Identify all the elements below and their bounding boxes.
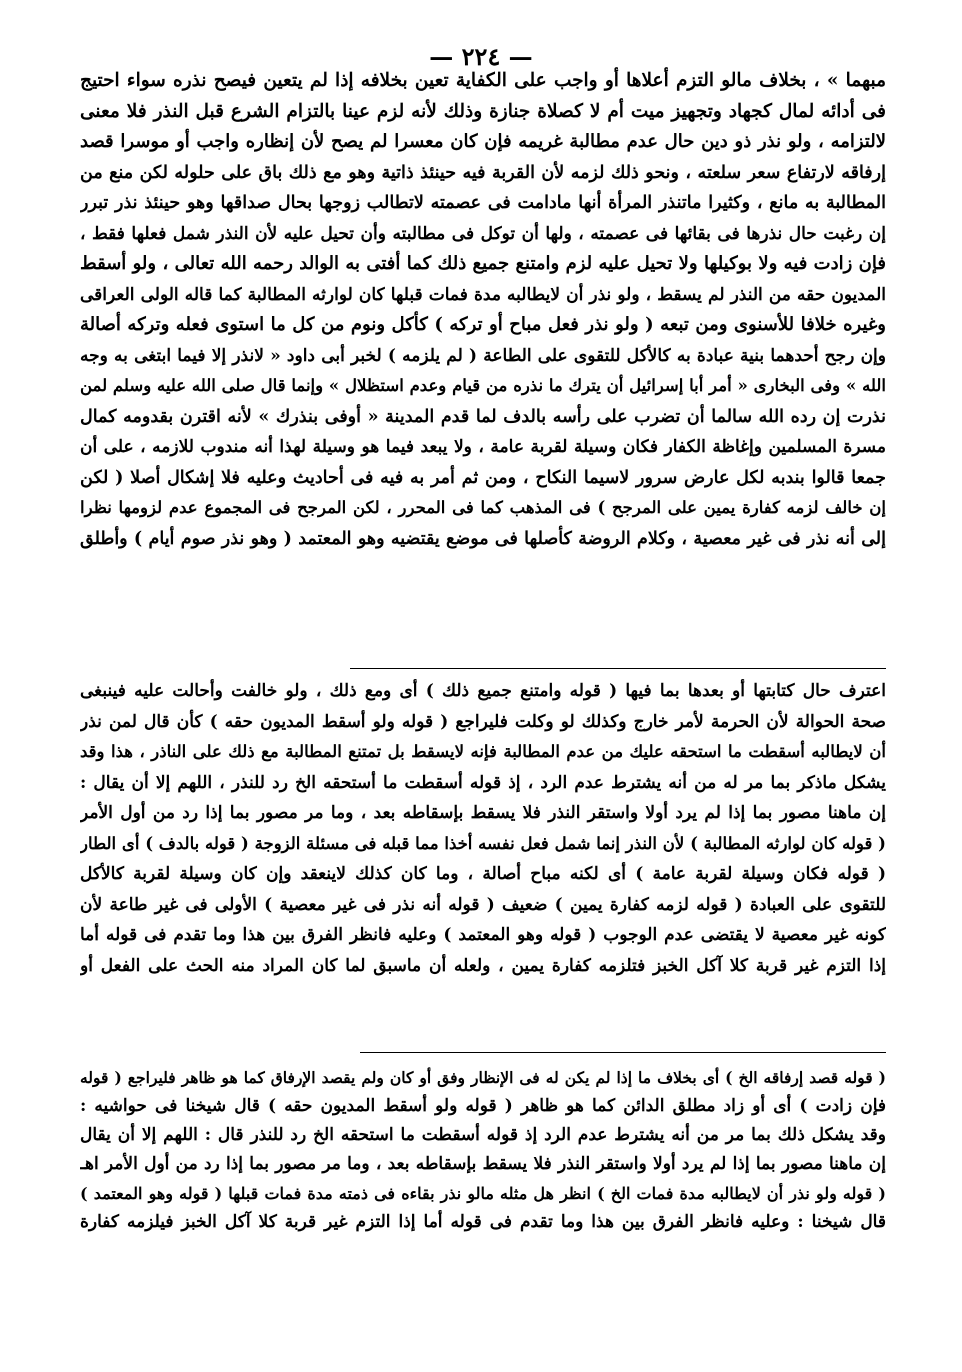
section-divider [360, 1052, 886, 1053]
main-text-line: مسرة المسلمين وإغاظة الكفار فكان وسيلة لقربة عامة ، ولا يبعد فيما هو وسيلة لهذا أنه مندوب للازمه ، على أن [80, 437, 886, 457]
gloss-2-line: وقد يشكل ذلك بما مر من أنه يشترط عدم الرد إذ قوله أسقطت ما استحقه الخ رد للنذر قال : اللهم إلا أن يقال [80, 1125, 886, 1145]
gloss-1-line: يشكل ماذكر بما مر له من أنه يشترط عدم الرد ، إذ قوله أسقطت ما أستحقه الخ رد للنذر ، اللهم إلا أن يقال : [80, 772, 886, 793]
gloss-1-line: ( قوله فكان وسيلة لقربة عامة ) أى لكنه مباح أصالة ، وما كان كذلك لاينعقد وإن كان وسيلة لقربة كالأكل [80, 864, 886, 884]
main-text-line: جمعا قالوا بندبه لكل عارض سرور لاسيما النكاح ، ومن ثم أمر به فيه فى أحاديث وعليه فلا إشكال أصلا ( لكن [80, 467, 886, 488]
main-text-line: لالتزامه ، ولو نذر ذو دين حال عدم مطالبة غريمه فإن كان معسرا لم يصح لأن إنظاره واجب أو موسرا قصد [80, 131, 886, 152]
main-text-line: نذرت إن رده الله سالما أن تضرب على رأسه بالدف لما قدم المدينة « أوفى بنذرك » لأنه اقترن بقدومه كمال [80, 406, 886, 427]
main-text-line: إلى أنه نذر فى غير معصية ، وكلام الروضة كأصلها فى موضع يقتضيه وهو المعتمد ( وهو نذر صوم أيام ) وأطلق [80, 528, 886, 549]
gloss-1-line: للتقوى على العبادة ( قوله لزمه كفارة يمين ) ضعيف ( قوله أنه نذر فى غير معصية ) الأولى فى غير طاعة لأن [80, 894, 886, 915]
main-text-line: مبهما » ، بخلاف مالو التزم أعلاها أو واجب على الكفاية تعين بخلافه إذا لم يتعين فيصح نذره سواء احتيج [80, 70, 886, 91]
gloss-1-line: أن لايطالبه أسقطت ما استحقه عليك من عدم المطالبة فإنه لايسقط بل تمتنع المطالبة مع ذلك على الناذر ، هذا وقد [80, 742, 886, 761]
main-text-line: المطالبة به مانع ، وكثيرا ماتنذر المرأة أنها مادامت فى عصمته لاتطالب زوجها بحال صداقها وهو حينئذ نذر تبرر [80, 193, 886, 213]
gloss-block-1 [80, 676, 886, 981]
main-text-block [80, 66, 886, 554]
gloss-2-line: قال شيخنا : وعليه فانظر الفرق بين هذا وما تقدم فى قوله أما إذا التزم غير قربة كلا آكل الخبز فيلزمه كفارة [80, 1212, 886, 1232]
main-text-line: وإن رجح أحدهما بنية عبادة به كالأكل للتقوى على الطاعة ( لم يلزمه ) لخبر أبى داود « لانذر إلا فيما ابتغى به وجه [80, 345, 886, 366]
main-text-line: الله » وفى البخارى « أمر أبا إسرائيل أن يترك ما نذره من قيام وعدم استظلال » وإنما قال صلى الله عليه وسلم لمن [80, 376, 886, 395]
main-text-line: إن خالف لزمه كفارة يمين على المرجح ) فى المذهب كما فى المحرر ، لكن المرجح فى المجموع عدم لزومها نظرا [80, 498, 886, 517]
gloss-1-line: كونه غير معصية لا يقتضى عدم الوجوب ( قوله وهو المعتمد ) وعليه فانظر الفرق بين هذا وما تقدم فى قوله أما [80, 925, 886, 945]
gloss-2-line: ( قوله قصد إرفاقه الخ ) أى بخلاف ما إذا لم يكن له فى الإنظار وفق أو كان ولم يقصد الإرفاق كما هو ظاهر فليراجع ( قوله [80, 1068, 886, 1087]
main-text-line: فى أدائه لمال كجهاد وتجهيز ميت أم لا كصلاة جنازة وذلك لأنه لزم عينا بالتزام الشرع قبل النذر فلا معنى [80, 100, 886, 122]
gloss-2-line: إن ماهنا مصور بما إذا لم يرد أولا واستقر النذر فلا يسقط بإسقاطه بعد ، وما مر مصور بما إذا رد من أول الأمر اهـ [80, 1154, 886, 1174]
gloss-block-2 [80, 1063, 886, 1237]
gloss-1-line: ( قوله كان لوارثه المطالبة ) لأن النذر إنما شمل فعل نفسه أخذا مما قبله فى مسئلة الزوجة ( قوله بالدف ) أى الطار [80, 833, 886, 853]
gloss-1-line: إذا التزم غير قربة كلا آكل الخبز فتلزمه كفارة يمين ، ولعله أن ماسبق لما كان المراد منه الحث على الفعل أو [80, 955, 886, 976]
page-number: — ٢٢٤ — [429, 42, 533, 71]
main-text-line: المديون حقه من النذر لم يسقط ، ولو نذر أن لايطالبه مدة فمات قبلها كان لوارثه المطالبة كما قاله الولى العراقى [80, 284, 886, 305]
section-divider [350, 668, 886, 669]
gloss-2-line: فإن زادت ) أى أو زاد مطلق الدائن كما هو ظاهر ( قوله ولو أسقط المديون حقه ) قال شيخنا فى حواشيه : [80, 1096, 886, 1116]
gloss-1-line: إن ماهنا مصور بما إذا لم يرد أولا واستقر النذر فلا يسقط بإسقاطه بعد ، وما مر مصور بما إذا رد من أول الأمر [80, 803, 886, 823]
main-text-line: إرفاقه لارتفاع سعر سلعته ، ونحو ذلك لزمه لأن القربة فيه حينئذ ذاتية وهو مع ذلك باق على حلوله لكن منع من [80, 162, 886, 183]
main-text-line: وغيره خلافا للأسنوى ومن تبعه ( ولو نذر فعل مباح أو تركه ) كأكل ونوم من كل ما استوى فعله وتركه أصالة [80, 314, 886, 335]
gloss-1-line: اعترف حال كتابتها أو بعدها بما فيها ( قوله وامتنع جميع ذلك ) أى ومع ذلك ، ولو خالفت وأحالت عليه فينبغى [80, 681, 886, 701]
main-text-line: إن رغبت حال نذرها فى بقائها فى عصمته ، ولها أن توكل فى مطالبته وأن تحيل عليه لأن النذر شمل فعلها فقط ، [80, 223, 886, 244]
gloss-1-line: صحة الحوالة لأن الحرمة لأمر خارج وكذلك لو وكلت فليراجع ( قوله ولو أسقط المديون حقه ) كأن قال لمن نذر [80, 711, 886, 732]
main-text-line: فإن زادت فيه ولا بوكيلها ولا تحيل عليه لزم وامتنع جميع ذلك كما أفتى به الوالد رحمه الله تعالى ، ولو أسقط [80, 253, 886, 274]
gloss-2-line: ( قوله ولو نذر أن لايطالبه مدة فمات الخ ) انظر هل مثله مالو نذر بقاءه فى ذمته مدة فمات قبلها ( قوله وهو المعتمد ) [80, 1184, 886, 1203]
